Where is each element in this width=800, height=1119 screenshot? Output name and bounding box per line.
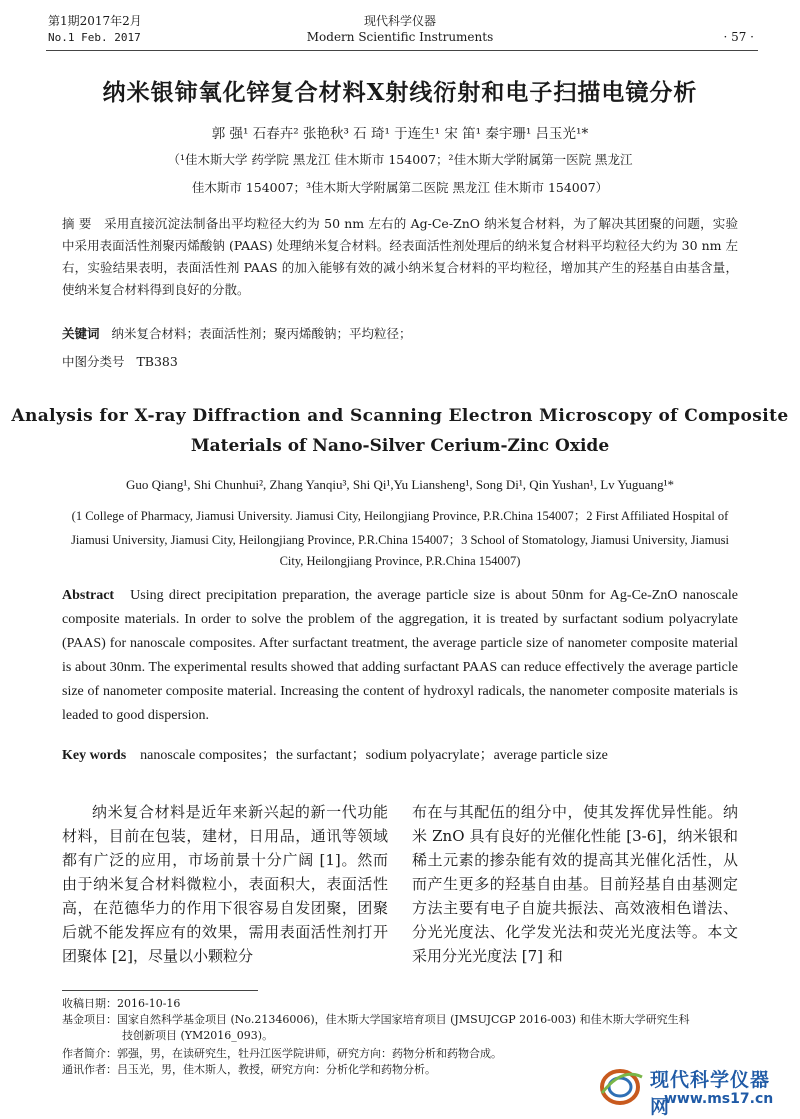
watermark-url: www.ms17.cn bbox=[664, 1091, 774, 1107]
issue-cn: 第1期2017年2月 bbox=[48, 14, 142, 28]
abstract-cn-label: 摘 要 bbox=[62, 216, 92, 231]
footnote-fund: 基金项目：国家自然科学基金项目 (No.21346006)，佳木斯大学国家培育项目 (JMSUJCGP 2016-003) 和佳木斯大学研究生科 bbox=[62, 1013, 690, 1026]
affiliation-en-1: (1 College of Pharmacy, Jiamusi University. Jiamusi City, Heilongjiang Province, P.R.China 154007；2 First Affiliated Hospital of bbox=[71, 509, 729, 523]
abstract-en-text: Using direct precipitation preparation, the average particle size is about 50nm for Ag-Ce-ZnO nanoscale composite materials. In order to solve the problem of the aggregation, it is treated by surfactant sodium polyacrylate (PAAS) for nanoscale composites. After surfactant treatment, the average particle size of nanometer composite material is about 30nm. The experimental results showed that adding surfactant PAAS can reduce effectively the average particle size of nanometer composite material. Increasing the content of hydroxyl radicals, the nanometer composite materials is leaded to good dispersion. bbox=[62, 588, 738, 723]
abstract-en-label: Abstract bbox=[62, 588, 115, 603]
title-en-line-1: Analysis for X-ray Diffraction and Scanning Electron Microscopy of Composite bbox=[11, 406, 789, 426]
journal-en: Modern Scientific Instruments bbox=[306, 30, 494, 44]
footnote-corresponding: 通讯作者：吕玉光，男，佳木斯人，教授，研究方向：分析化学和药物分析。 bbox=[62, 1063, 436, 1076]
affiliation-en-2: Jiamusi University, Jiamusi City, Heilongjiang Province, P.R.China 154007；3 School of Stomatology, Jiamusi University, Jiamusi bbox=[71, 533, 729, 547]
affiliation-cn-2: 佳木斯市 154007；³佳木斯大学附属第二医院 黑龙江 佳木斯市 154007） bbox=[191, 180, 609, 195]
abstract-cn-text: 采用直接沉淀法制备出平均粒径大约为 50 nm 左右的 Ag-Ce-ZnO 纳米复合材料，为了解决其团聚的问题，实验中采用表面活性剂聚丙烯酸钠 (PAAS) 处理纳米复合材料。经表面活性剂处理后的纳米复合材料平均粒径大约为 30 nm 左右，实验结果表明，表面活性剂 PAAS 的加入能够有效的减小纳米复合材料的平均粒径，增加其产生的羟基自由基含量，使纳米复合材料得到良好的分散。 bbox=[62, 216, 738, 297]
header-rule bbox=[46, 50, 758, 51]
title-cn: 纳米银铈氧化锌复合材料X射线衍射和电子扫描电镜分析 bbox=[102, 79, 698, 106]
footnote-fund-continued: 技创新项目 (YM2016_093)。 bbox=[122, 1029, 274, 1042]
class-number bbox=[62, 351, 178, 373]
title-en-line-2: Materials of Nano-Silver Cerium-Zinc Oxide bbox=[190, 436, 610, 456]
class-number-text: TB383 bbox=[136, 354, 178, 369]
abstract-cn bbox=[62, 213, 738, 301]
body-column-left: 纳米复合材料是近年来新兴起的新一代功能材料，目前在包装，建材，日用品，通讯等领域都有广泛的应用，市场前景十分广阔 [1]。然而由于纳米复合材料微粒小，表面积大，表面活性高，在范德华力的作用下很容易自发团聚，团聚后就不能发挥应有的效果，需用表面活性剂打开团聚体 [2]，尽量以小颗粒分 bbox=[62, 803, 388, 965]
keywords-en-text: nanoscale composites；the surfactant；sodium polyacrylate；average particle size bbox=[140, 748, 608, 763]
affiliation-cn-1: （¹佳木斯大学 药学院 黑龙江 佳木斯市 154007；²佳木斯大学附属第一医院 黑龙江 bbox=[167, 152, 633, 167]
footnote-received: 收稿日期：2016-10-16 bbox=[62, 997, 181, 1010]
keywords-cn bbox=[62, 323, 411, 345]
journal-cn: 现代科学仪器 bbox=[363, 14, 436, 28]
body-column-right: 布在与其配伍的组分中，使其发挥优异性能。纳米 ZnO 具有良好的光催化性能 [3-6]，纳米银和稀土元素的掺杂能有效的提高其光催化活性，从而产生更多的羟基自由基。目前羟基自由基测定方法主要有电子自旋共振法、高效液相色谱法、分光光度法、化学发光法和荧光光度法等。本文采用分光光度法 [7] 和 bbox=[412, 803, 738, 965]
issue-en: No.1 Feb. 2017 bbox=[48, 31, 141, 44]
footnote-author-intro: 作者简介：郭强，男，在读研究生，牡丹江医学院讲师，研究方向：药物分析和药物合成。 bbox=[62, 1047, 502, 1060]
authors-en: Guo Qiang¹, Shi Chunhui², Zhang Yanqiu³, Shi Qi¹,Yu Liansheng¹, Song Di¹, Qin Yushan¹, Lv Yuguang¹* bbox=[125, 477, 675, 492]
page-number: · 57 · bbox=[723, 30, 754, 44]
keywords-cn-label: 关键词 bbox=[62, 326, 100, 341]
keywords-en-label: Key words bbox=[62, 748, 127, 763]
keywords-cn-text: 纳米复合材料；表面活性剂；聚丙烯酸钠；平均粒径； bbox=[111, 326, 412, 341]
footnote-rule bbox=[62, 990, 258, 991]
watermark-name: 现代科学仪器网 bbox=[650, 1069, 771, 1118]
globe-icon bbox=[598, 1063, 646, 1109]
affiliation-en-3: City, Heilongjiang Province, P.R.China 154007) bbox=[279, 554, 521, 568]
abstract-en bbox=[62, 584, 738, 728]
keywords-en bbox=[62, 744, 608, 764]
class-number-label: 中图分类号 bbox=[62, 354, 125, 369]
watermark-logo bbox=[598, 1063, 788, 1118]
authors-cn: 郭 强¹ 石春卉² 张艳秋³ 石 琦¹ 于连生¹ 宋 笛¹ 秦宇珊¹ 吕玉光¹* bbox=[211, 126, 589, 142]
